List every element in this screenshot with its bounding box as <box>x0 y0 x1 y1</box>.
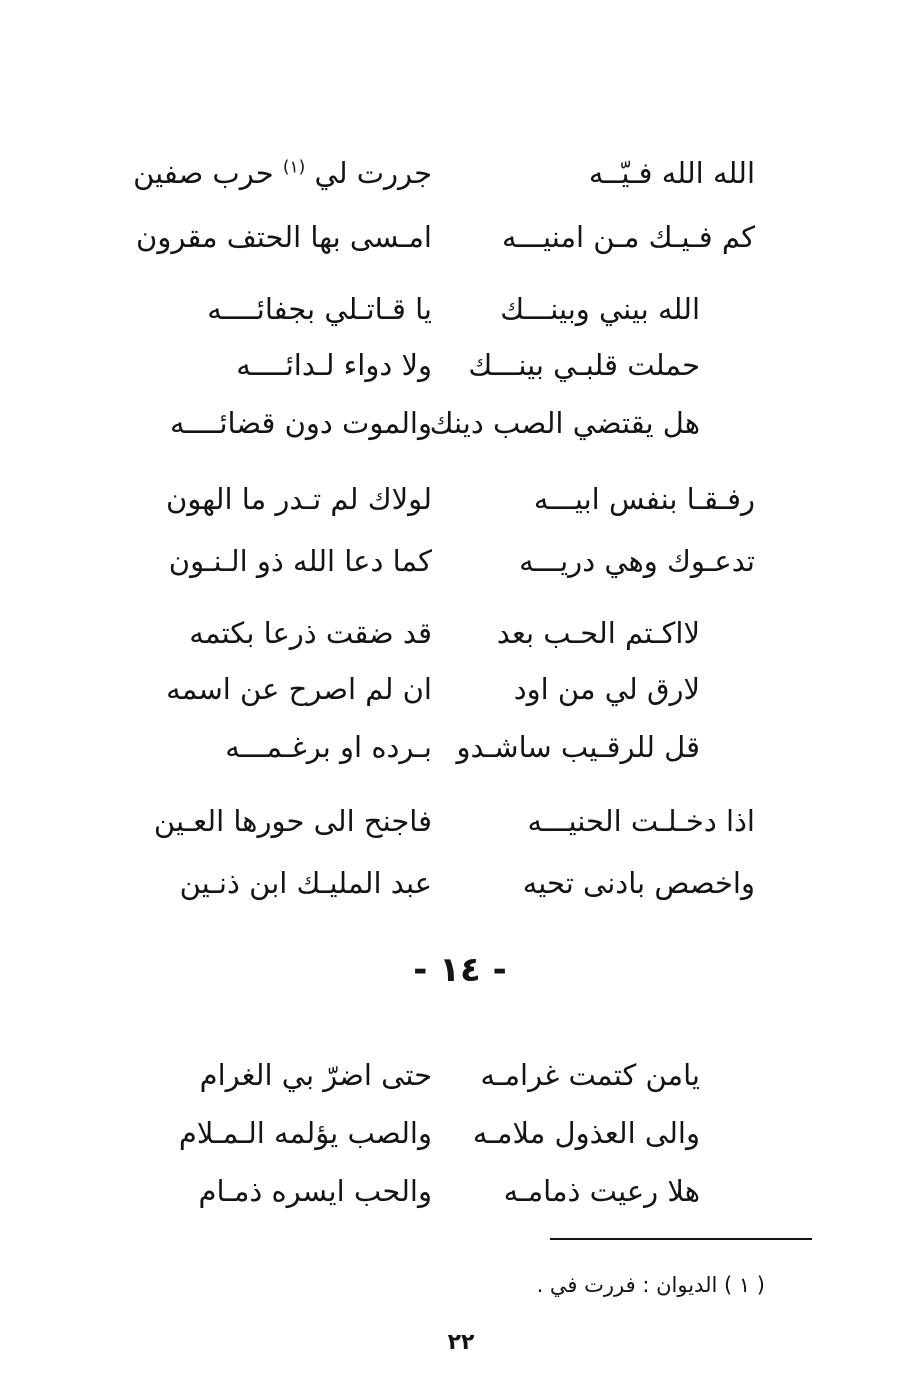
verse-second-hemistich: والحب ايسره ذمـام <box>198 1174 432 1208</box>
page-number: ٢٢ <box>447 1330 475 1355</box>
verse-text: جررت لي <box>314 156 432 190</box>
verse-first-hemistich: هلا رعيت ذمامـه <box>503 1174 700 1208</box>
verse-first-hemistich: لارق لي من اود <box>513 672 700 706</box>
verse-first-hemistich: تدعـوك وهي دريـــه <box>519 544 755 578</box>
verse-second-hemistich: امـسى بها الحتف مقرون <box>136 220 432 254</box>
section-number: - ١٤ - <box>413 950 507 990</box>
verse-first-hemistich: يامن كتمت غرامـه <box>480 1058 700 1092</box>
verse-first-hemistich: رفـقـا بنفس ابيـــه <box>533 482 755 516</box>
verse-second-hemistich: ولا دواء لـدائــــه <box>236 348 432 382</box>
verse-first-hemistich: هل يقتضي الصب دينك <box>429 406 700 440</box>
verse-first-hemistich: والى العذول ملامـه <box>472 1116 700 1150</box>
footnote-reference: (١) <box>282 157 306 178</box>
verse-first-hemistich: حملت قلبـي بينـــك <box>468 348 700 382</box>
verse-second-hemistich: يا قـاتـلي بجفائــــه <box>207 292 432 326</box>
verse-first-hemistich: لااكـتم الحـب بعد <box>496 616 700 650</box>
verse-second-hemistich: حتى اضرّ بي الغرام <box>199 1058 432 1092</box>
verse-second-hemistich <box>133 148 432 198</box>
verse-first-hemistich: الله بيني وبينـــك <box>500 292 700 326</box>
verse-first-hemistich: الله الله فـيّــه <box>588 156 755 190</box>
verse-second-hemistich: بـرده او برغـمـــه <box>225 730 432 764</box>
verse-second-hemistich: والصب يؤلمه الـمـلام <box>178 1116 432 1150</box>
verse-first-hemistich: واخصص بادنى تحيه <box>522 866 755 900</box>
verse-second-hemistich: ان لم اصرح عن اسمه <box>166 672 432 706</box>
verse-second-hemistich: قد ضقت ذرعا بكتمه <box>189 616 432 650</box>
verse-first-hemistich: كم فـيـك مـن امنيـــه <box>501 220 755 254</box>
verse-second-hemistich: والموت دون قضائــــه <box>169 406 432 440</box>
footnote-divider <box>550 1238 812 1240</box>
verse-first-hemistich: اذا دخـلـت الحنيـــه <box>527 804 755 838</box>
verse-first-hemistich: قل للرقـيب ساشـدو <box>456 730 700 764</box>
verse-text: حرب صفين <box>133 156 274 190</box>
verse-second-hemistich: كما دعا الله ذو الـنـون <box>168 544 432 578</box>
verse-second-hemistich: لولاك لم تـدر ما الهون <box>166 482 432 516</box>
verse-second-hemistich: عبد المليـك ابن ذنـين <box>179 866 432 900</box>
footnote: ( ١ ) الديوان : فررت في . <box>536 1273 765 1297</box>
verse-second-hemistich: فاجنح الى حورها العـين <box>153 804 432 838</box>
